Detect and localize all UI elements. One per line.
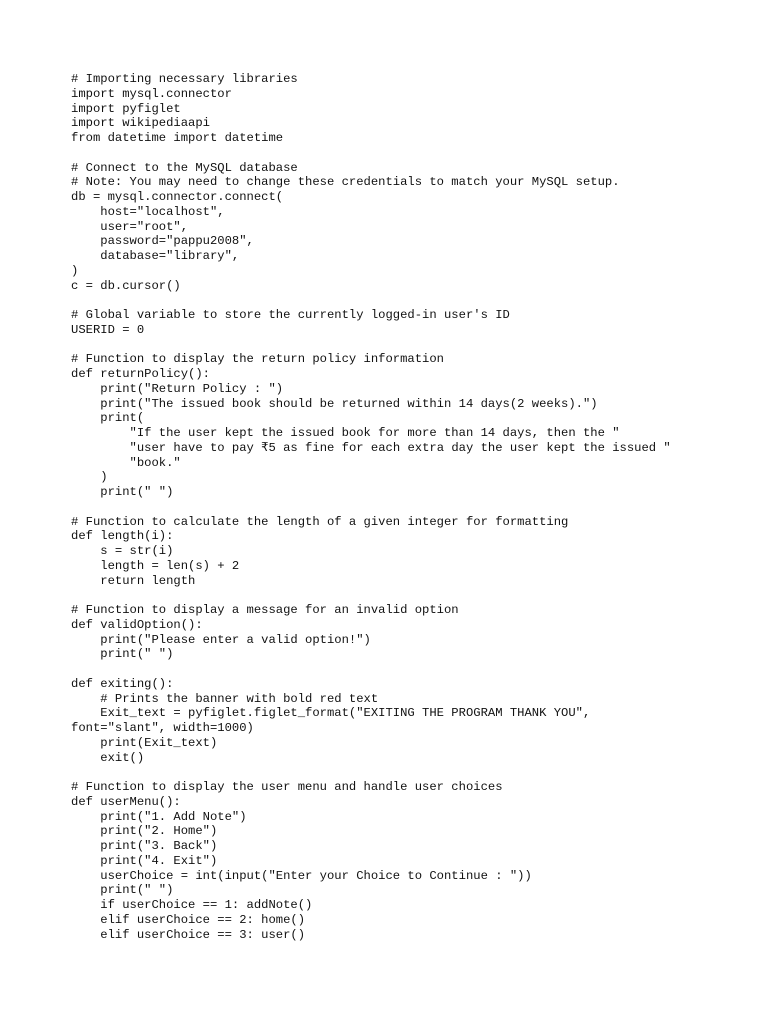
code-listing: # Importing necessary libraries import mysql.connector import pyfiglet import wikipediaapi from datetime import datetime # Connect to the MySQL database # Note: You may need to change these credentials to match your MySQL setup. db = mysql.connector.connect( host="localhost", user="root", password="pappu2008", database="library", ) c = db.cursor() # Global variable to store the currently logged-in user's ID USERID = 0 # Function to display the return policy information def returnPolicy(): print("Return Policy : ") print("The issued book should be returned within 14 days(2 weeks).") print( "If the user kept the issued book for more than 14 days, then the " "user have to pay ₹5 as fine for each extra day the user kept the issued " "book." ) print(" ") # Function to calculate the length of a given integer for formatting def length(i): s = str(i) length = len(s) + 2 return length # Function to display a message for an invalid option def validOption(): print("Please enter a valid option!") print(" ") def exiting(): # Prints the banner with bold red text Exit_text = pyfiglet.figlet_format("EXITING THE PROGRAM THANK YOU", font="slant", width=1000) print(Exit_text) exit() # Function to display the user menu and handle user choices def userMenu(): print("1. Add Note") print("2. Home") print("3. Back") print("4. Exit") userChoice = int(input("Enter your Choice to Continue : ")) print(" ") if userChoice == 1: addNote() elif userChoice == 2: home() elif userChoice == 3: user() [71,72,671,942]
document-page [71,72,751,942]
